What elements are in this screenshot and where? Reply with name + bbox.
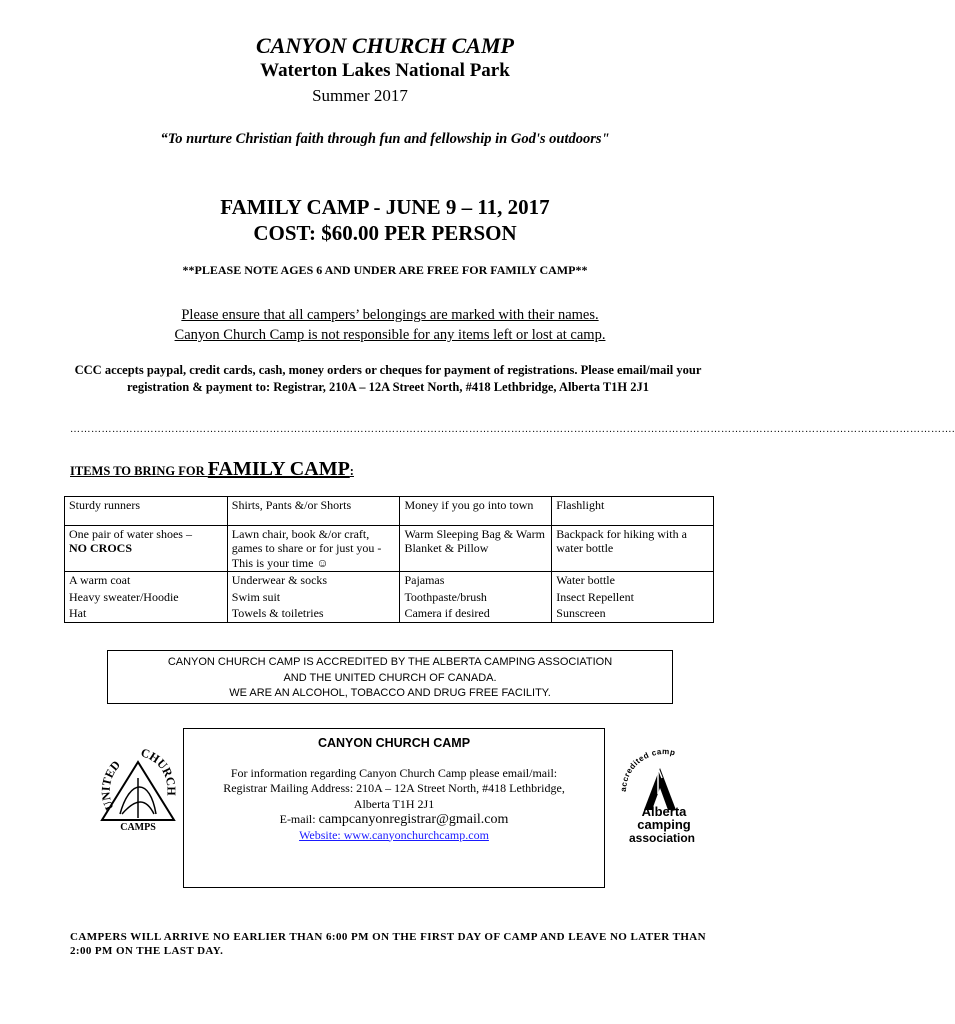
season-label: Summer 2017	[312, 86, 408, 105]
table-cell: Towels & toiletries	[227, 605, 400, 622]
contact-box	[183, 728, 605, 888]
arrival-notice: CAMPERS WILL ARRIVE NO EARLIER THAN 6:00 PM ON THE FIRST DAY OF CAMP AND LEAVE NO LATER THAN 2:00 PM ON THE LAST DAY.	[70, 931, 706, 957]
belongings-line-2: Canyon Church Camp is not responsible for any items left or lost at camp.	[174, 327, 606, 343]
table-cell: Sunscreen	[552, 605, 714, 622]
camp-dates: FAMILY CAMP - JUNE 9 – 11, 2017	[220, 195, 550, 219]
table-cell: Insect Repellent	[552, 589, 714, 606]
contact-info-line-1: For information regarding Canyon Church Camp please email/mail:	[230, 765, 558, 780]
table-cell: Sturdy runners	[65, 497, 228, 526]
contact-info	[184, 766, 604, 844]
ucc-camps-text: CAMPS	[120, 822, 156, 832]
email-address[interactable]: campcanyonregistrar@gmail.com	[318, 812, 509, 827]
camp-title: CANYON CHURCH CAMP	[256, 33, 514, 58]
accreditation-box	[107, 650, 673, 704]
items-heading-colon: :	[349, 464, 354, 478]
items-heading-prefix: ITEMS TO BRING FOR	[70, 464, 208, 478]
table-cell: Lawn chair, book &/or craft, games to share or for just you - This is your time ☺	[227, 525, 400, 572]
table-cell: Flashlight	[552, 497, 714, 526]
table-cell: Swim suit	[227, 589, 400, 606]
table-cell: Heavy sweater/Hoodie	[65, 589, 228, 606]
email-line	[184, 812, 604, 828]
items-heading-camp: FAMILY CAMP	[207, 458, 350, 480]
table-cell: Hat	[65, 605, 228, 622]
ucc-united-text: UNITED	[98, 757, 124, 813]
table-row	[65, 572, 714, 589]
table-row	[65, 589, 714, 606]
acc-camping-text: camping	[637, 817, 691, 832]
table-cell: Warm Sleeping Bag & Warm Blanket & Pillow	[400, 525, 552, 572]
age-note: **PLEASE NOTE AGES 6 AND UNDER ARE FREE FOR FAMILY CAMP**	[182, 263, 588, 277]
table-row	[65, 605, 714, 622]
belongings-line-1: Please ensure that all campers’ belongings are marked with their names.	[181, 307, 599, 323]
belongings-notice	[0, 305, 780, 345]
camp-cost: COST: $60.00 PER PERSON	[253, 221, 517, 245]
payment-info: CCC accepts paypal, credit cards, cash, money orders or cheques for payment of registrations. Please email/mail your registration & payment to: Registrar, 210A – 12A Street North, #418 Lethbridge, Alberta T1H 2J1	[74, 363, 702, 394]
accreditation-line-1: CANYON CHURCH CAMP IS ACCREDITED BY THE ALBERTA CAMPING ASSOCIATION	[167, 656, 613, 668]
contact-title: CANYON CHURCH CAMP	[317, 736, 471, 750]
table-cell: Pajamas	[400, 572, 552, 589]
dotted-divider: ……………………………………………………………………………………………………………………………………………………………………………………………………………………………….	[70, 424, 955, 435]
table-cell: Money if you go into town	[400, 497, 552, 526]
ucc-church-text: CHURCH	[139, 748, 179, 796]
table-cell: Backpack for hiking with a water bottle	[552, 525, 714, 572]
table-row	[65, 497, 714, 526]
table-cell: Underwear & socks	[227, 572, 400, 589]
contact-info-line-2: Registrar Mailing Address: 210A – 12A Street North, #418 Lethbridge,	[223, 781, 565, 795]
alberta-camping-association-logo	[614, 748, 706, 844]
email-label: E-mail:	[279, 812, 319, 826]
website-link[interactable]: Website: www.canyonchurchcamp.com	[299, 827, 489, 842]
accreditation-line-2: AND THE UNITED CHURCH OF CANADA.	[283, 671, 497, 684]
acc-association-text: association	[628, 831, 696, 844]
location-subtitle: Waterton Lakes National Park	[260, 60, 510, 81]
table-cell: Water bottle	[552, 572, 714, 589]
water-shoes-text: One pair of water shoes –	[69, 526, 192, 541]
acc-arc-text: accredited camp	[618, 748, 677, 792]
accreditation-line-3: WE ARE AN ALCOHOL, TOBACCO AND DRUG FREE FACILITY.	[229, 687, 551, 699]
family-camp-heading	[0, 194, 770, 246]
table-cell	[65, 525, 228, 572]
table-cell: Camera if desired	[400, 605, 552, 622]
items-heading	[70, 458, 354, 481]
no-crocs-note: NO CROCS	[69, 541, 133, 555]
acc-alberta-text: Alberta	[641, 804, 687, 819]
united-church-camps-logo	[92, 748, 184, 832]
items-table	[64, 496, 714, 623]
table-cell: Shirts, Pants &/or Shorts	[227, 497, 400, 526]
table-cell: A warm coat	[65, 572, 228, 589]
table-cell: Toothpaste/brush	[400, 589, 552, 606]
camp-motto: “To nurture Christian faith through fun and fellowship in God's outdoors"	[160, 131, 610, 147]
table-row	[65, 525, 714, 572]
contact-info-line-3: Alberta T1H 2J1	[353, 796, 435, 811]
